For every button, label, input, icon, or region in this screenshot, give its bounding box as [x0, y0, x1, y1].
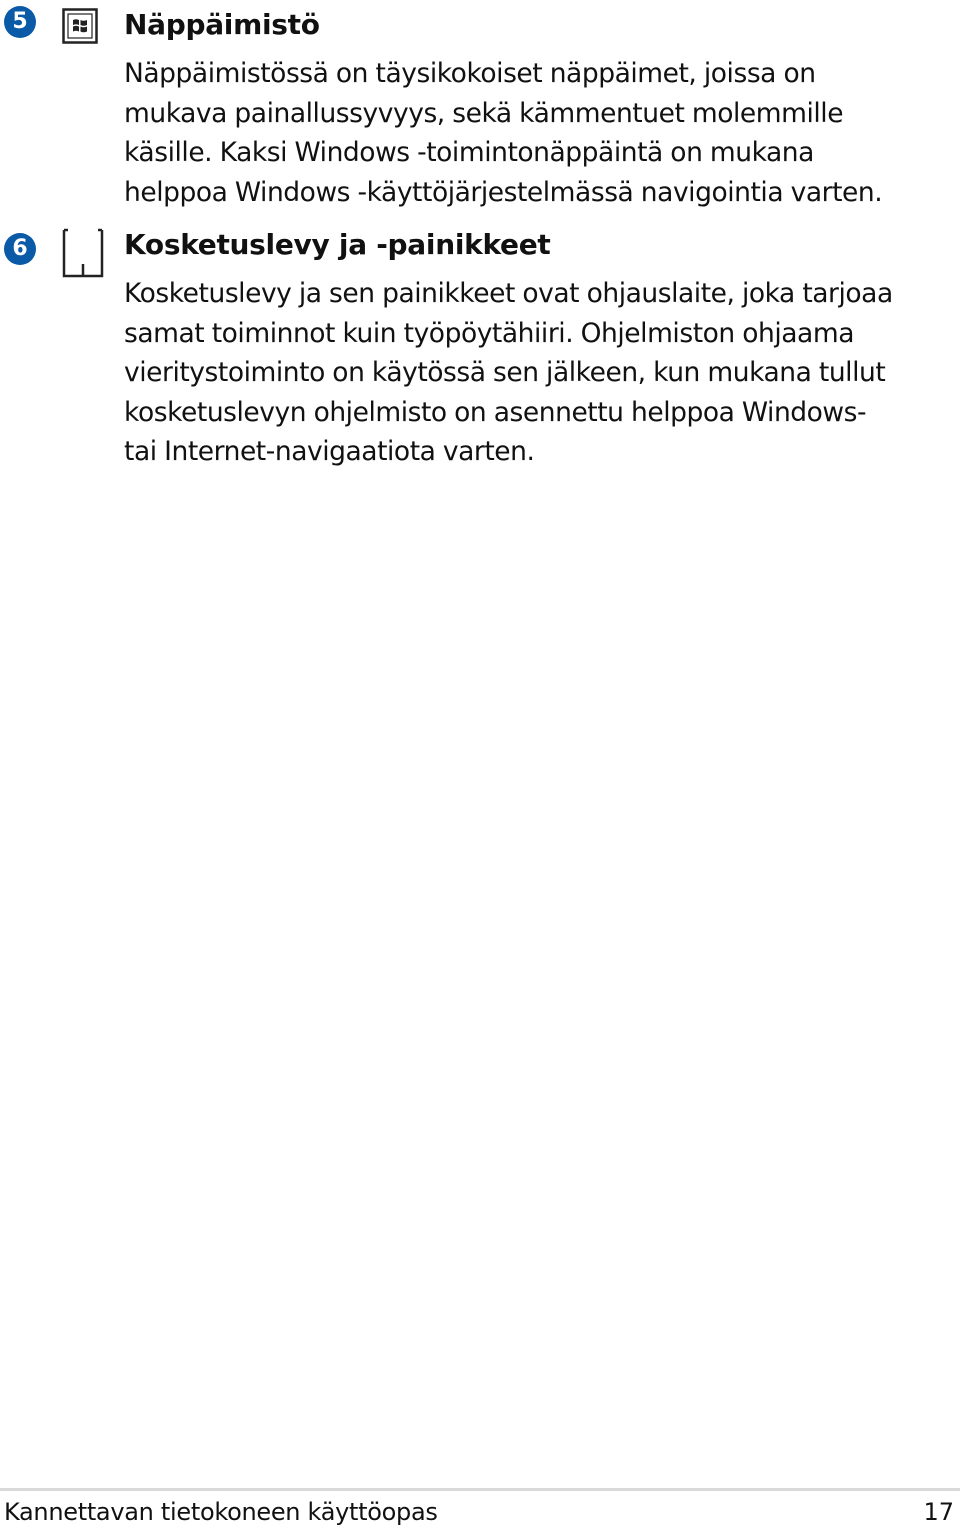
body-line: vieritystoiminto on käytössä sen jälkeen, kun mukana tullut — [124, 357, 886, 388]
section-number-badge: 5 — [4, 6, 36, 38]
body-line: käsille. Kaksi Windows -toimintonäppäintä on mukana — [124, 137, 814, 168]
body-line: mukava painallussyvyys, sekä kämmentuet molemmille — [124, 97, 844, 129]
section-title: Kosketuslevy ja -painikkeet — [124, 228, 551, 261]
page-number: 17 — [923, 1498, 954, 1526]
body-line: helppoa Windows -käyttöjärjestelmässä navigointia varten. — [124, 176, 883, 208]
section-body — [124, 274, 914, 472]
body-line: kosketuslevyn ohjelmisto on asennettu helppoa Windows- — [124, 396, 867, 428]
touchpad-icon — [62, 228, 104, 282]
body-line: tai Internet-navigaatiota varten. — [124, 436, 535, 467]
body-line: samat toiminnot kuin työpöytähiiri. Ohjelmiston ohjaama — [124, 317, 854, 349]
windows-key-icon — [62, 8, 98, 48]
body-line: Kosketuslevy ja sen painikkeet ovat ohjauslaite, joka tarjoaa — [124, 278, 893, 309]
section-number-badge: 6 — [4, 233, 36, 265]
footer-title: Kannettavan tietokoneen käyttöopas — [4, 1498, 438, 1526]
section-body — [124, 54, 914, 212]
body-line: Näppäimistössä on täysikokoiset näppäimet, joissa on — [124, 58, 816, 89]
section-title: Näppäimistö — [124, 8, 320, 41]
footer-divider — [0, 1488, 960, 1491]
